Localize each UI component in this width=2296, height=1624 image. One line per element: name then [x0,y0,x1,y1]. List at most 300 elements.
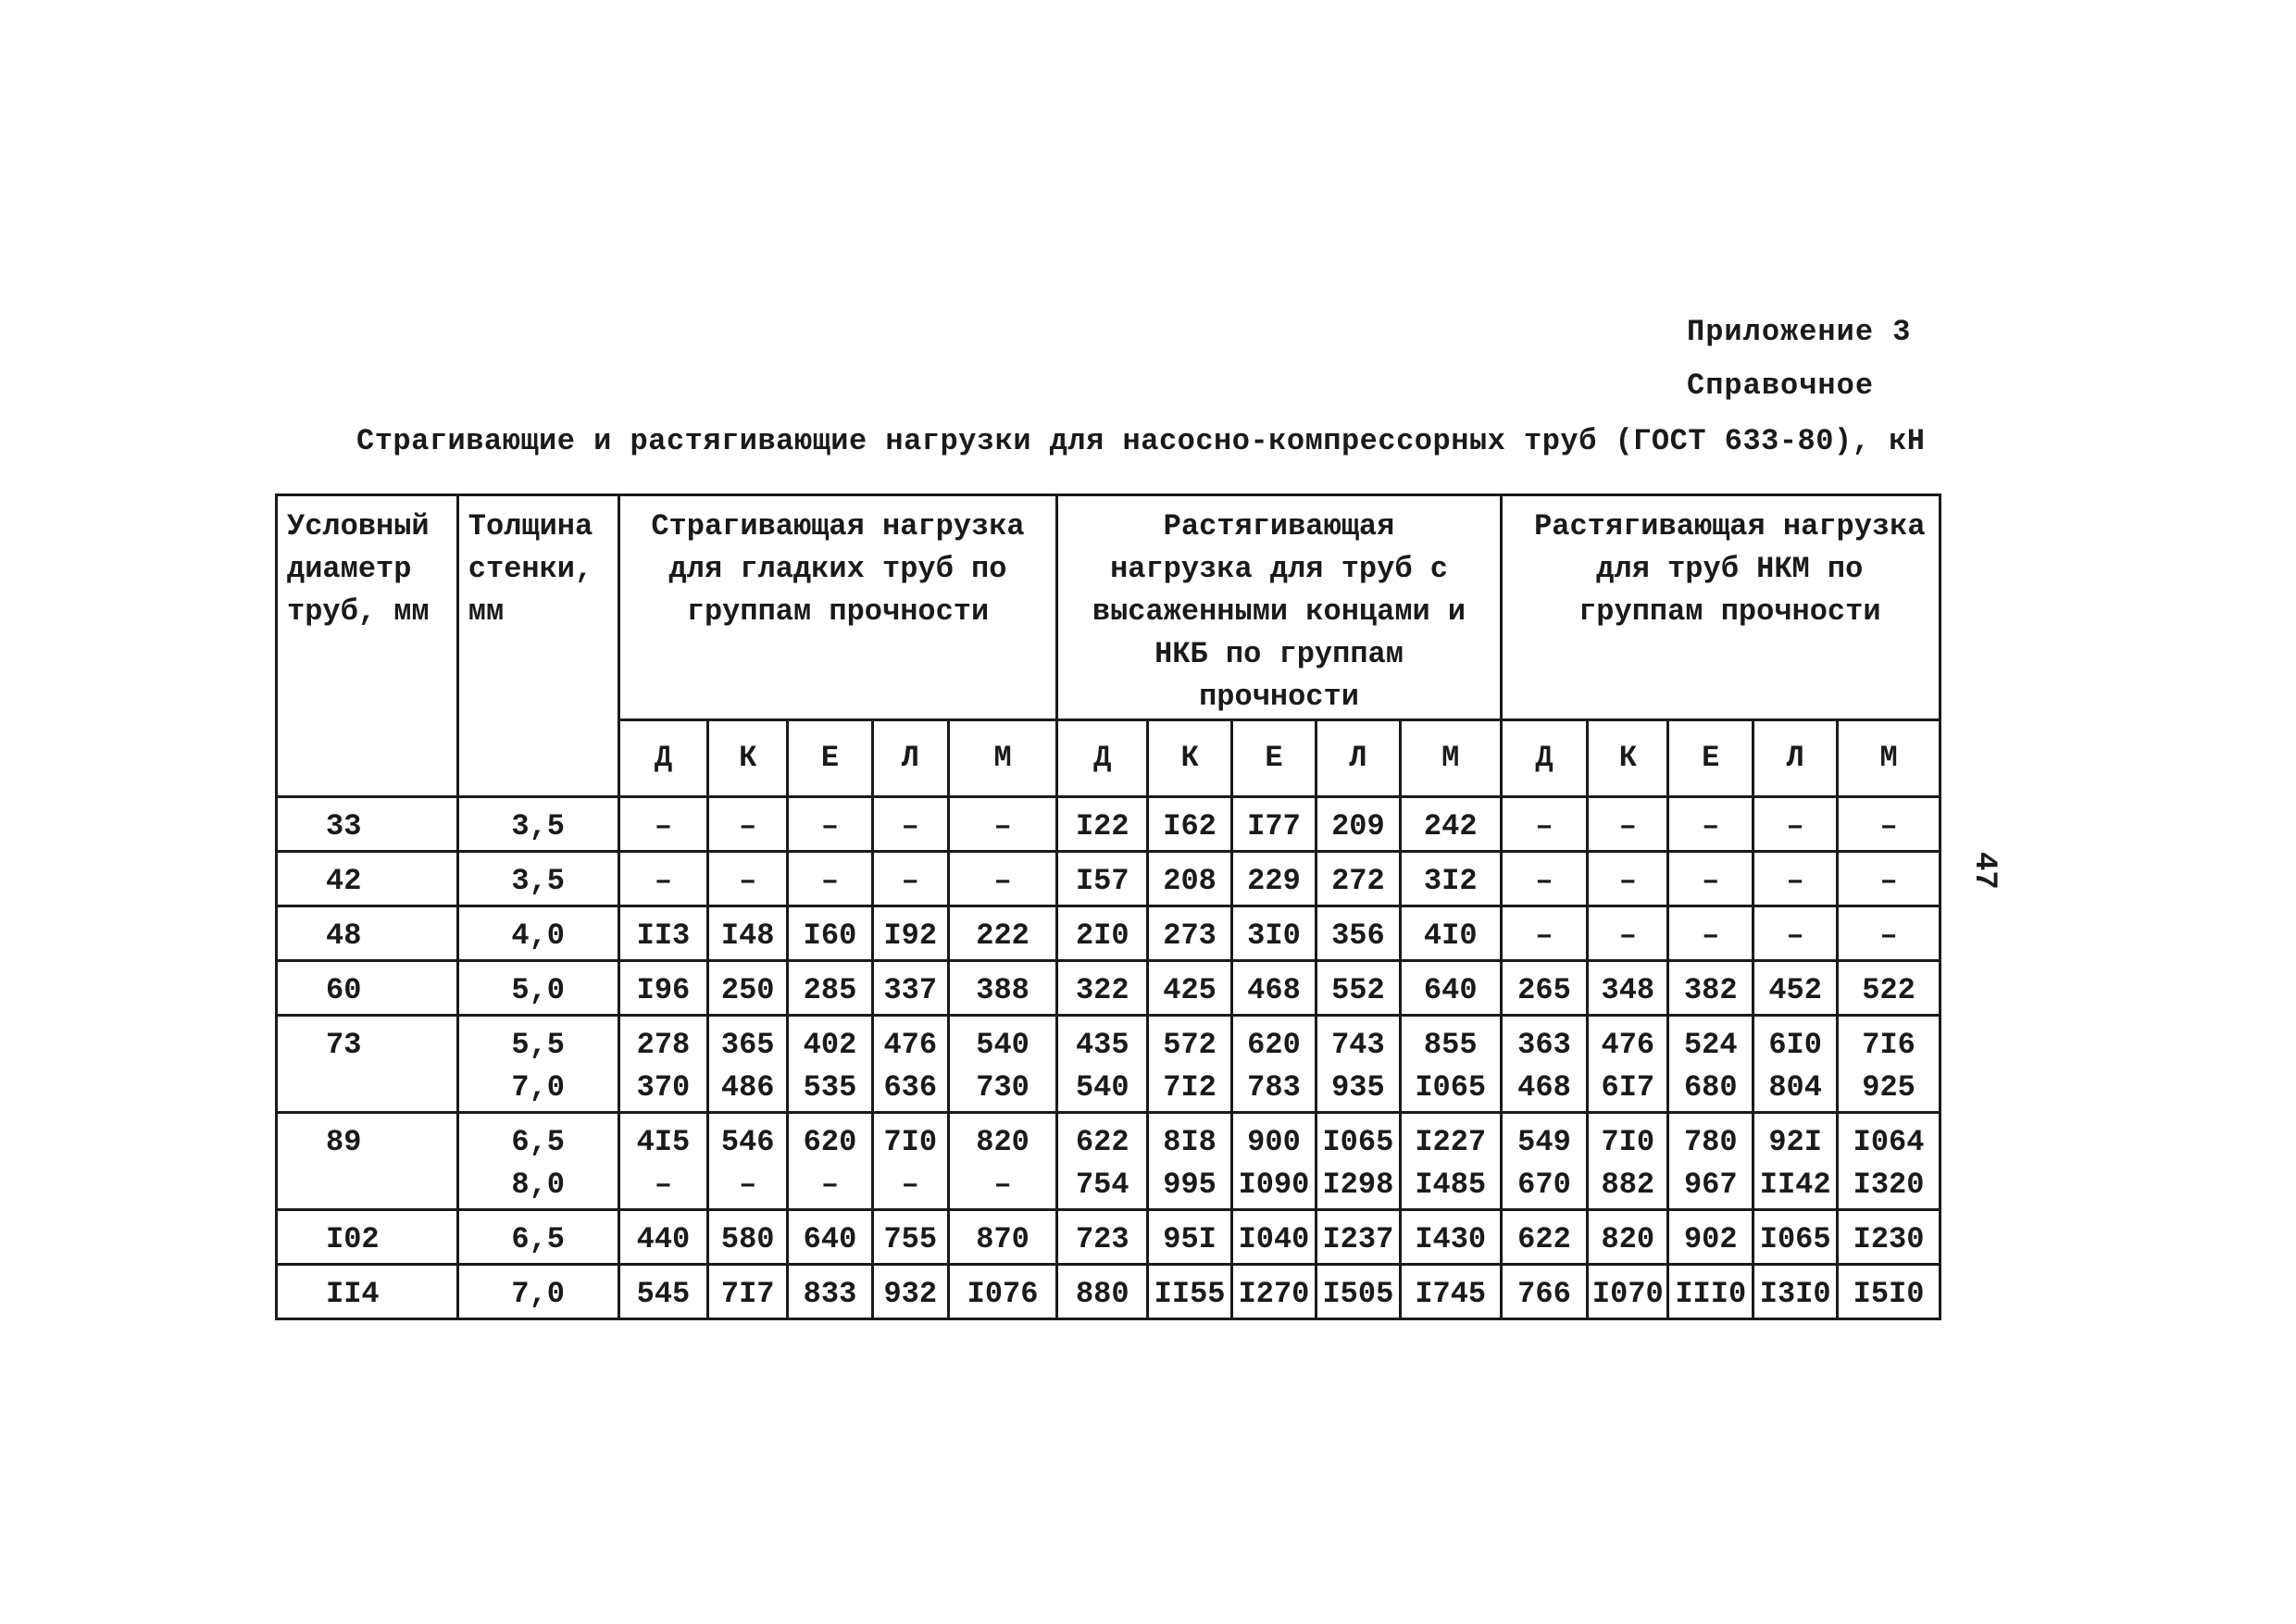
value-cell [1400,1113,1501,1210]
load-value: 755 [883,1222,938,1256]
load-value: 7I6 [1862,1028,1915,1062]
value-cell [1232,1113,1316,1210]
load-value: – [820,809,840,843]
load-value: I3I0 [1759,1277,1831,1311]
value-cell [1148,1113,1232,1210]
value-cell [788,1210,873,1265]
load-value: – [654,864,673,898]
load-value: 723 [1075,1222,1129,1256]
grade-header-smooth-1: К [708,720,788,797]
value-cell [1838,1113,1940,1210]
value-cell [1400,852,1501,906]
load-value: II42 [1759,1168,1831,1202]
thickness-value: 7,0 [511,1277,565,1311]
load-value: 870 [976,1222,1029,1256]
load-value: 540 [1075,1070,1129,1105]
load-value: 6I7 [1601,1070,1655,1105]
load-value: 370 [636,1070,691,1105]
value-cell [708,906,788,961]
thickness-cell [457,961,618,1016]
value-cell [708,1265,788,1319]
value-cell [872,1265,948,1319]
value-cell [618,852,708,906]
load-value: 382 [1683,973,1738,1007]
value-cell [1588,797,1668,852]
grade-header-smooth-3: Л [872,720,948,797]
value-cell [1753,1210,1838,1265]
value-cell [1501,797,1588,852]
load-value: 535 [803,1070,857,1105]
value-cell [1668,1113,1753,1210]
load-value: I430 [1415,1222,1487,1256]
load-value: II55 [1154,1277,1226,1311]
load-value: 356 [1331,918,1385,953]
table-body [277,797,1940,1319]
load-value: 452 [1768,973,1822,1007]
load-value: 92I [1768,1125,1822,1159]
load-value: 7I7 [720,1277,775,1311]
thickness-cell [457,852,618,906]
load-value: 766 [1517,1277,1571,1311]
load-value: I298 [1322,1168,1394,1202]
value-cell [1588,1265,1668,1319]
value-cell [1588,1113,1668,1210]
grade-header-nkm-1: К [1588,720,1668,797]
value-cell [1400,906,1501,961]
value-cell [1668,1016,1753,1113]
load-value: 265 [1517,973,1571,1007]
load-value: 546 [720,1125,775,1159]
load-value: – [739,809,757,843]
grade-header-smooth-2: Е [788,720,873,797]
col-header-diameter: Условный диаметр труб, мм [277,495,458,797]
load-value: 640 [1423,973,1478,1007]
col-header-group-upset: Растягивающая нагрузка для труб с высаженными концами и НКБ по группам прочности [1057,495,1501,720]
thickness-value: 6,5 [511,1222,565,1256]
load-value: 363 [1517,1028,1571,1062]
load-value: 572 [1163,1028,1217,1062]
load-value: I60 [803,918,857,953]
load-value: 855 [1423,1028,1478,1062]
load-value: I065 [1759,1222,1831,1256]
value-cell [1148,906,1232,961]
col-header-group-nkm: Растягивающая нагрузка для труб НКМ по группам прочности [1501,495,1940,720]
load-value: – [1535,864,1554,898]
value-cell [1753,906,1838,961]
value-cell [1838,1210,1940,1265]
load-value: – [820,1168,840,1202]
value-cell [618,797,708,852]
value-cell [1588,1016,1668,1113]
load-value: I22 [1075,809,1129,843]
load-value: – [1702,864,1720,898]
value-cell [1838,961,1940,1016]
load-value: 425 [1163,973,1217,1007]
grade-header-nkm-4: М [1838,720,1940,797]
value-cell [948,1016,1057,1113]
load-value: 804 [1768,1070,1822,1105]
load-value: I320 [1853,1168,1925,1202]
load-value: 935 [1331,1070,1385,1105]
value-cell [1668,797,1753,852]
load-value: – [993,864,1012,898]
value-cell [1753,961,1838,1016]
table-title: Страгивающие и растягивающие нагрузки для насосно-компрессорных труб (ГОСТ 633-80), кН [356,424,1926,458]
load-value: 388 [976,973,1029,1007]
thickness-cell [457,1016,618,1113]
page-number: 47 [1966,852,2002,890]
load-value: 272 [1331,864,1385,898]
load-value: 468 [1247,973,1301,1007]
load-value: 468 [1517,1070,1571,1105]
thickness-value: 5,5 [511,1028,565,1062]
value-cell [1316,1113,1400,1210]
value-cell [872,961,948,1016]
grade-header-nkm-0: Д [1501,720,1588,797]
load-value: 882 [1601,1168,1655,1202]
value-cell [708,961,788,1016]
value-cell [1148,1016,1232,1113]
value-cell [1057,1210,1148,1265]
value-cell [1668,852,1753,906]
load-value: 242 [1423,809,1478,843]
load-value: 820 [976,1125,1029,1159]
value-cell [1501,852,1588,906]
load-value: I237 [1322,1222,1394,1256]
load-value: I064 [1853,1125,1925,1159]
load-value: 7I0 [883,1125,938,1159]
value-cell [788,852,873,906]
value-cell [872,852,948,906]
load-value: 322 [1075,973,1129,1007]
value-cell [1668,961,1753,1016]
load-value: 476 [1601,1028,1655,1062]
value-cell [788,961,873,1016]
grade-header-upset-1: К [1148,720,1232,797]
grade-header-upset-3: Л [1316,720,1400,797]
load-value: 820 [1601,1222,1655,1256]
value-cell [1588,906,1668,961]
value-cell [1057,1113,1148,1210]
load-value: 4I0 [1423,918,1478,953]
load-value: 900 [1247,1125,1301,1159]
load-value: – [1535,918,1554,953]
thickness-value: 8,0 [511,1168,565,1202]
thickness-cell [457,1210,618,1265]
grade-header-upset-2: Е [1232,720,1316,797]
value-cell [1838,1016,1940,1113]
load-value: I270 [1238,1277,1310,1311]
load-value: 932 [883,1277,938,1311]
load-value: 95I [1163,1222,1217,1256]
load-value: 540 [976,1028,1029,1062]
value-cell [1232,1016,1316,1113]
load-value: – [820,864,840,898]
load-value: 522 [1862,973,1915,1007]
load-value: – [1618,864,1637,898]
load-value: I076 [967,1277,1039,1311]
load-value: 636 [883,1070,938,1105]
value-cell [1232,906,1316,961]
value-cell [1232,797,1316,852]
load-value: 925 [1862,1070,1915,1105]
load-value: 285 [803,973,857,1007]
load-value: 580 [720,1222,775,1256]
load-value: I745 [1415,1277,1487,1311]
load-value: 754 [1075,1168,1129,1202]
value-cell [1316,961,1400,1016]
load-value: 680 [1683,1070,1738,1105]
load-value: 6I0 [1768,1028,1822,1062]
value-cell [1316,852,1400,906]
load-value: I040 [1238,1222,1310,1256]
load-value: – [654,809,673,843]
load-value: – [993,1168,1012,1202]
diameter-cell: II4 [277,1265,458,1319]
diameter-cell: 89 [277,1113,458,1210]
value-cell [618,906,708,961]
thickness-value: 3,5 [511,864,565,898]
value-cell [618,961,708,1016]
value-cell [1400,1016,1501,1113]
load-value: 640 [803,1222,857,1256]
load-value: 524 [1683,1028,1738,1062]
load-value: – [1702,918,1720,953]
load-value: 337 [883,973,938,1007]
table-row [277,797,1940,852]
thickness-cell [457,797,618,852]
load-value: I77 [1247,809,1301,843]
table-row [277,1113,1940,1210]
value-cell [1057,906,1148,961]
value-cell [1232,961,1316,1016]
load-value: – [1879,918,1898,953]
load-value: I227 [1415,1125,1487,1159]
load-value: 7I0 [1601,1125,1655,1159]
load-value: 620 [803,1125,857,1159]
load-value: 209 [1331,809,1385,843]
load-value: I48 [720,918,775,953]
load-value: 995 [1163,1168,1217,1202]
value-cell [1316,906,1400,961]
appendix-label: Приложение 3 [1687,315,1912,349]
value-cell [708,1113,788,1210]
value-cell [1668,1265,1753,1319]
load-value: I5I0 [1853,1277,1925,1311]
value-cell [1501,1016,1588,1113]
load-value: I065 [1322,1125,1394,1159]
load-value: 780 [1683,1125,1738,1159]
load-value: 7I2 [1163,1070,1217,1105]
col-header-group-smooth: Страгивающая нагрузка для гладких труб по группам прочности [618,495,1057,720]
value-cell [1838,852,1940,906]
loads-table [275,493,1941,1320]
value-cell [788,1113,873,1210]
load-value: – [1535,809,1554,843]
load-value: 552 [1331,973,1385,1007]
table-row [277,961,1940,1016]
value-cell [1316,1210,1400,1265]
load-value: 435 [1075,1028,1129,1062]
value-cell [1668,906,1753,961]
load-value: I065 [1415,1070,1487,1105]
value-cell [1232,1210,1316,1265]
load-value: – [1618,809,1637,843]
load-value: – [1618,918,1637,953]
load-value: – [1879,864,1898,898]
table-row [277,1016,1940,1113]
load-value: I230 [1853,1222,1925,1256]
load-value: 833 [803,1277,857,1311]
load-value: 222 [976,918,1029,953]
value-cell [1501,961,1588,1016]
value-cell [1838,1265,1940,1319]
value-cell [1753,1113,1838,1210]
load-value: 545 [636,1277,691,1311]
value-cell [1753,1016,1838,1113]
value-cell [948,797,1057,852]
load-value: 229 [1247,864,1301,898]
value-cell [618,1265,708,1319]
diameter-cell: I02 [277,1210,458,1265]
load-value: I070 [1591,1277,1664,1311]
grade-header-nkm-3: Л [1753,720,1838,797]
load-value: 783 [1247,1070,1301,1105]
load-value: 902 [1683,1222,1738,1256]
load-value: I57 [1075,864,1129,898]
load-value: 620 [1247,1028,1301,1062]
load-value: – [1786,918,1804,953]
value-cell [948,961,1057,1016]
reference-label: Справочное [1687,369,1875,403]
load-value: 3I2 [1423,864,1478,898]
load-value: 3I0 [1247,918,1301,953]
thickness-value: 6,5 [511,1125,565,1159]
value-cell [1400,1265,1501,1319]
load-value: 402 [803,1028,857,1062]
load-value: – [1786,809,1804,843]
grade-header-smooth-4: М [948,720,1057,797]
thickness-value: 5,0 [511,973,565,1007]
diameter-cell: 60 [277,961,458,1016]
load-value: 967 [1683,1168,1738,1202]
header-row [277,495,1940,720]
value-cell [618,1113,708,1210]
value-cell [1232,852,1316,906]
value-cell [788,906,873,961]
diameter-cell: 48 [277,906,458,961]
grade-header-upset-0: Д [1057,720,1148,797]
value-cell [1668,1210,1753,1265]
table-row [277,1210,1940,1265]
load-value: – [739,1168,757,1202]
value-cell [1838,906,1940,961]
load-value: 4I5 [636,1125,691,1159]
load-value: 208 [1163,864,1217,898]
value-cell [1148,1265,1232,1319]
thickness-cell [457,906,618,961]
value-cell [618,1016,708,1113]
value-cell [1588,1210,1668,1265]
load-value: III0 [1675,1277,1747,1311]
load-value: 486 [720,1070,775,1105]
load-value: – [1786,864,1804,898]
grade-header-smooth-0: Д [618,720,708,797]
load-value: 743 [1331,1028,1385,1062]
value-cell [872,1016,948,1113]
load-value: 365 [720,1028,775,1062]
value-cell [948,906,1057,961]
diameter-cell: 42 [277,852,458,906]
diameter-cell: 73 [277,1016,458,1113]
load-value: – [901,809,919,843]
load-value: 440 [636,1222,691,1256]
value-cell [872,1210,948,1265]
value-cell [788,797,873,852]
value-cell [1588,961,1668,1016]
col-header-thickness: Толщина стенки, мм [457,495,618,797]
value-cell [872,906,948,961]
load-value: 880 [1075,1277,1129,1311]
table-row [277,906,1940,961]
value-cell [872,1113,948,1210]
thickness-value: 7,0 [511,1070,565,1105]
value-cell [1501,906,1588,961]
load-value: – [1879,809,1898,843]
value-cell [1057,1265,1148,1319]
value-cell [1057,1016,1148,1113]
load-value: 2I0 [1075,918,1129,953]
load-value: I485 [1415,1168,1487,1202]
value-cell [1753,797,1838,852]
load-value: – [993,809,1012,843]
load-value: 273 [1163,918,1217,953]
value-cell [788,1265,873,1319]
value-cell [1148,852,1232,906]
load-value: 622 [1517,1222,1571,1256]
value-cell [618,1210,708,1265]
value-cell [1588,852,1668,906]
grade-header-upset-4: М [1400,720,1501,797]
value-cell [708,797,788,852]
value-cell [1316,1016,1400,1113]
table-row [277,1265,1940,1319]
load-value: II3 [636,918,691,953]
value-cell [1501,1210,1588,1265]
value-cell [1148,797,1232,852]
value-cell [1501,1265,1588,1319]
grade-header-nkm-2: Е [1668,720,1753,797]
value-cell [948,1210,1057,1265]
load-value: 278 [636,1028,691,1062]
value-cell [788,1016,873,1113]
value-cell [1316,1265,1400,1319]
thickness-value: 4,0 [511,918,565,953]
value-cell [708,852,788,906]
load-value: 670 [1517,1168,1571,1202]
value-cell [948,852,1057,906]
thickness-value: 3,5 [511,809,565,843]
value-cell [1057,961,1148,1016]
value-cell [1148,1210,1232,1265]
value-cell [1753,1265,1838,1319]
value-cell [872,797,948,852]
diameter-cell: 33 [277,797,458,852]
value-cell [1400,797,1501,852]
value-cell [1232,1265,1316,1319]
thickness-cell [457,1113,618,1210]
load-value: I62 [1163,809,1217,843]
